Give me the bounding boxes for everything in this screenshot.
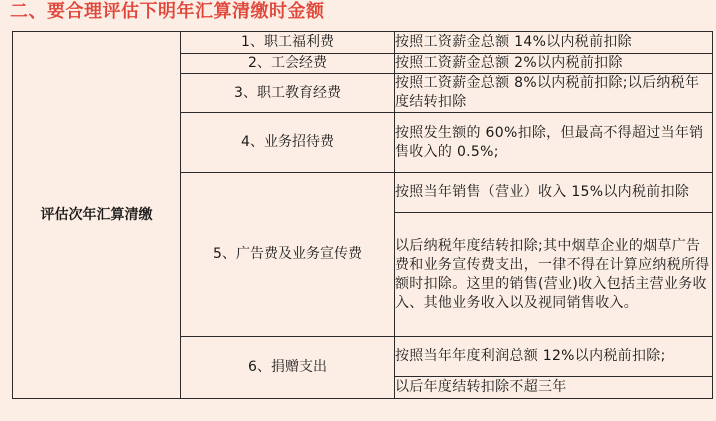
item-label: 4、业务招待费	[181, 113, 395, 173]
deduction-rules-table	[12, 31, 713, 399]
section-heading: 二、要合理评估下明年汇算清缴时金额	[10, 1, 325, 22]
rule-text: 按照发生额的 60%扣除，但最高不得超过当年销售收入的 0.5%;	[395, 113, 713, 173]
rule-text: 按照工资薪金总额 8%以内税前扣除;以后纳税年度结转扣除	[395, 74, 713, 113]
rule-text: 按照当年年度利润总额 12%以内税前扣除;	[395, 337, 713, 377]
rule-text: 按照工资薪金总额 2%以内税前扣除	[395, 54, 713, 74]
rule-text: 按照当年销售（营业）收入 15%以内税前扣除	[395, 173, 713, 213]
item-label: 2、工会经费	[181, 54, 395, 74]
table-row	[13, 32, 713, 54]
item-label: 3、职工教育经费	[181, 74, 395, 113]
rule-text: 以后年度结转扣除不超三年	[395, 377, 713, 399]
rule-text: 按照工资薪金总额 14%以内税前扣除	[395, 32, 713, 54]
rule-text: 以后纳税年度结转扣除;其中烟草企业的烟草广告费和业务宣传费支出，一律不得在计算应纳税所得额时扣除。这里的销售(营业)收入包括主营业务收入、其他业务收入以及视同销售收入。	[395, 213, 713, 337]
category-label: 评估次年汇算清缴	[13, 32, 181, 399]
item-label: 5、广告费及业务宣传费	[181, 173, 395, 337]
item-label: 6、捐赠支出	[181, 337, 395, 399]
item-label: 1、职工福利费	[181, 32, 395, 54]
